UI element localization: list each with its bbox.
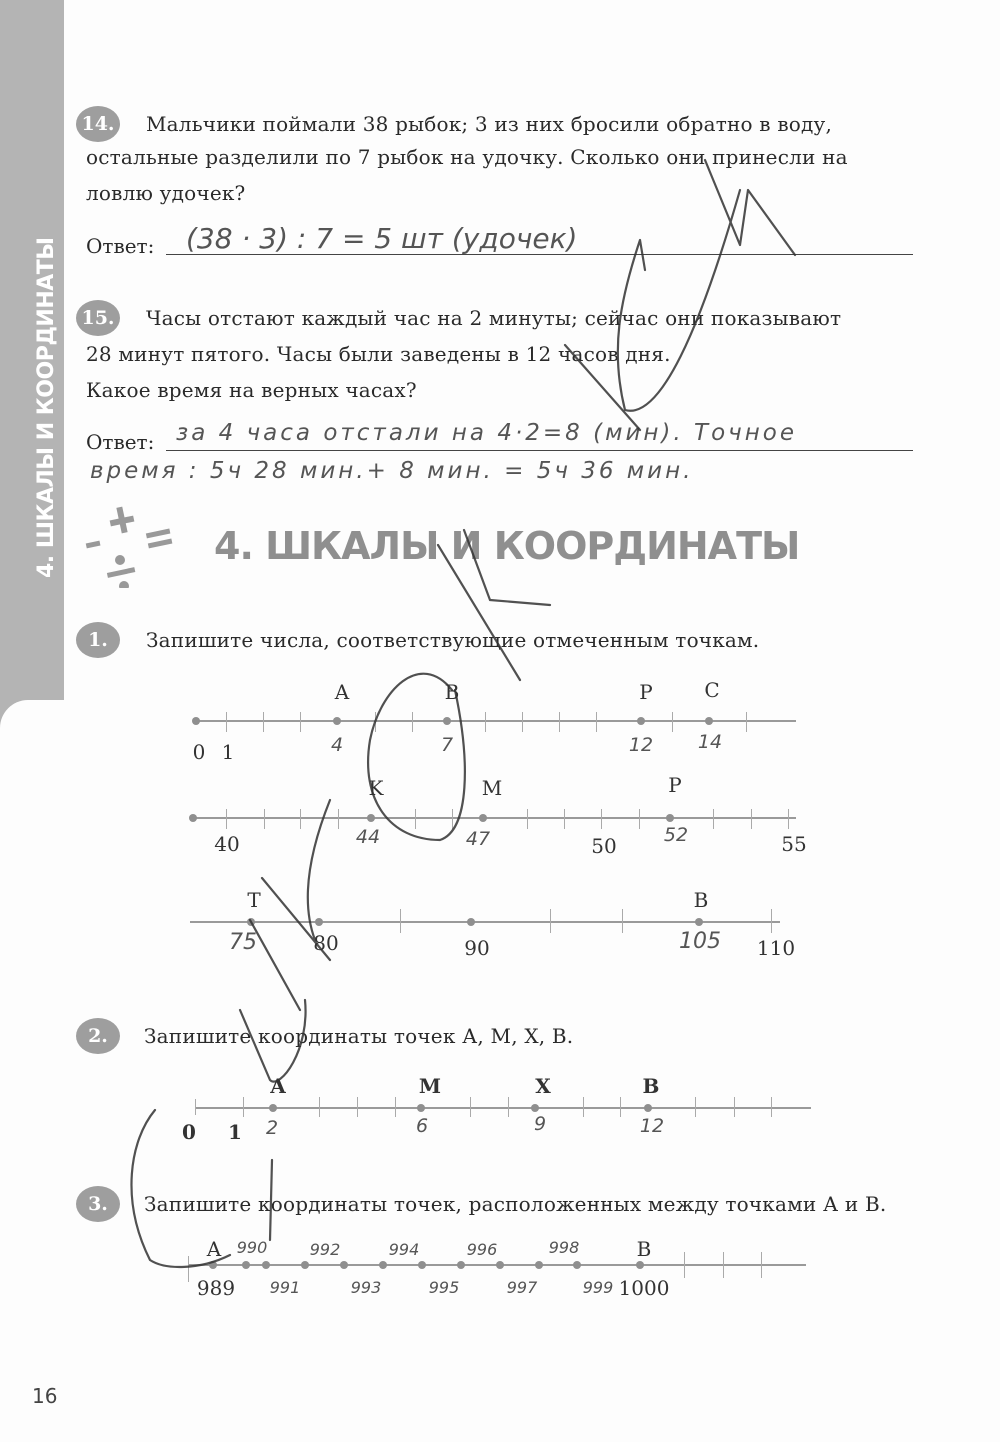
point-t-label: T [247, 888, 261, 912]
point-b3-dot [695, 918, 703, 926]
tick [527, 809, 528, 829]
answer-995[interactable]: 995 [428, 1278, 460, 1297]
point-b2-dot [644, 1104, 652, 1112]
tick [550, 909, 551, 933]
tick [723, 1252, 724, 1278]
tick-label-90: 90 [464, 936, 490, 960]
answer-b2[interactable]: 12 [639, 1115, 665, 1137]
tick [672, 712, 673, 732]
tick-label-989: 989 [196, 1276, 236, 1300]
tick-label-50: 50 [591, 834, 617, 858]
point-p2-dot [666, 814, 674, 822]
point-b3-task3-dot [636, 1261, 644, 1269]
point-k-label: K [368, 776, 384, 800]
math-operations-icon [80, 498, 180, 588]
tick [751, 809, 752, 829]
tick [761, 1252, 762, 1278]
task-2-text: Запишите координаты точек А, М, Х, В. [144, 1024, 574, 1048]
tick [485, 712, 486, 732]
tick [195, 1099, 196, 1115]
task-3-text: Запишите координаты точек, расположенных между точками А и В. [144, 1192, 887, 1216]
point-a2-label: A [270, 1074, 286, 1098]
tick [357, 1097, 358, 1117]
tick [226, 809, 227, 829]
answer-993[interactable]: 993 [350, 1278, 382, 1297]
dot-992 [301, 1261, 309, 1269]
answer-x2[interactable]: 9 [533, 1113, 547, 1135]
tick [412, 712, 413, 732]
tick [559, 712, 560, 732]
point-b3-task3-label: B [636, 1237, 652, 1261]
dot-999 [573, 1261, 581, 1269]
answer-990[interactable]: 990 [236, 1238, 268, 1257]
point-a-label: A [334, 680, 350, 704]
answer-a[interactable]: 4 [330, 734, 344, 756]
tick-90-dot [467, 918, 475, 926]
tick [601, 809, 602, 829]
point-t-dot [247, 918, 255, 926]
tick [300, 712, 301, 732]
dot-997 [496, 1261, 504, 1269]
page-number: 16 [32, 1384, 58, 1408]
answer-999[interactable]: 999 [582, 1278, 614, 1297]
point-b-label: B [444, 680, 460, 704]
tick-label-40: 40 [214, 832, 240, 856]
tick [596, 712, 597, 732]
answer-k[interactable]: 44 [355, 826, 381, 848]
sidebar-chapter-label: 4. ШКАЛЫ И КООРДИНАТЫ [34, 237, 59, 578]
problem-14-text-line-1: Мальчики поймали 38 рыбок; 3 из них бросили обратно в воду, [146, 112, 833, 136]
problem-15-badge: 15. [76, 300, 120, 336]
answer-p2[interactable]: 52 [663, 824, 689, 846]
tick [188, 1256, 189, 1282]
point-b3-label: B [693, 888, 709, 912]
tick [264, 809, 265, 829]
dot-994 [379, 1261, 387, 1269]
problem-15-answer-line [166, 450, 913, 451]
tick [788, 809, 789, 829]
tick-label-0: 0 [192, 740, 206, 764]
tick [395, 1097, 396, 1117]
tick [452, 809, 453, 829]
point-c-label: C [704, 678, 720, 702]
tick [400, 909, 401, 933]
point-a2-dot [269, 1104, 277, 1112]
answer-998[interactable]: 998 [548, 1238, 580, 1257]
dot-998 [535, 1261, 543, 1269]
tick [226, 712, 227, 732]
problem-15-answer-label: Ответ: [86, 430, 155, 454]
tick [622, 909, 623, 933]
tick [734, 1097, 735, 1117]
point-x2-dot [531, 1104, 539, 1112]
answer-m2[interactable]: 6 [415, 1115, 429, 1137]
tick [263, 712, 264, 732]
answer-c[interactable]: 14 [697, 731, 723, 753]
answer-997[interactable]: 997 [506, 1278, 538, 1297]
tick-80-dot [315, 918, 323, 926]
answer-b3[interactable]: 105 [679, 929, 721, 954]
dot-995 [418, 1261, 426, 1269]
answer-994[interactable]: 994 [388, 1240, 420, 1259]
point-m-label: M [481, 776, 503, 800]
problem-15-handwritten-answer-line-1[interactable]: за 4 часа отстали на 4·2=8 (мин). Точное [176, 420, 797, 446]
section-title: 4. ШКАЛЫ И КООРДИНАТЫ [214, 524, 800, 568]
answer-t[interactable]: 75 [229, 930, 257, 955]
tick [243, 1097, 244, 1117]
point-m2-label: M [418, 1074, 442, 1098]
dot-991 [262, 1261, 270, 1269]
problem-15-text-line-3: Какое время на верных часах? [86, 378, 417, 402]
origin-dot [192, 717, 200, 725]
tick [620, 1097, 621, 1117]
answer-b[interactable]: 7 [440, 734, 454, 756]
point-b2-label: B [642, 1074, 660, 1098]
point-a3-label: A [206, 1237, 222, 1261]
tick [375, 712, 376, 732]
problem-15-handwritten-answer-line-2[interactable]: время : 5ч 28 мин.+ 8 мин. = 5ч 36 мин. [90, 458, 694, 484]
point-p-dot [637, 717, 645, 725]
task-1-badge: 1. [76, 622, 120, 658]
line-2-start-dot [189, 814, 197, 822]
problem-15-text-line-2: 28 минут пятого. Часы были заведены в 12 часов дня. [86, 342, 671, 366]
answer-992[interactable]: 992 [309, 1240, 341, 1259]
tick [508, 1097, 509, 1117]
point-p-label: P [639, 680, 653, 704]
tick [522, 712, 523, 732]
problem-14-badge: 14. [76, 106, 120, 142]
point-p2-label: P [668, 773, 682, 797]
problem-15-text-line-1: Часы отстают каждый час на 2 минуты; сейчас они показывают [146, 306, 842, 330]
tick-label-0-task2: 0 [182, 1120, 196, 1144]
point-a3-dot [209, 1261, 217, 1269]
tick [639, 809, 640, 829]
problem-14-text-line-2: остальные разделили по 7 рыбок на удочку. Сколько они принесли на [86, 145, 848, 169]
problem-14-handwritten-answer[interactable]: (38 · 3) : 7 = 5 шт (удочек) [186, 222, 578, 255]
point-b-dot [443, 717, 451, 725]
answer-996[interactable]: 996 [466, 1240, 498, 1259]
point-m-dot [479, 814, 487, 822]
tick [300, 809, 301, 829]
task-1-text: Запишите числа, соответствующие отмеченным точкам. [146, 628, 760, 652]
point-c-dot [705, 717, 713, 725]
number-line-3 [190, 921, 780, 923]
tick [319, 1097, 320, 1117]
answer-991[interactable]: 991 [269, 1278, 301, 1297]
point-m2-dot [417, 1104, 425, 1112]
number-line-task-2 [195, 1107, 811, 1109]
tick [713, 809, 714, 829]
tick-label-1: 1 [221, 740, 235, 764]
answer-m[interactable]: 47 [465, 828, 491, 850]
problem-14-answer-label: Ответ: [86, 234, 155, 258]
tick [338, 809, 339, 829]
tick-label-1-task2: 1 [228, 1120, 242, 1144]
tick [771, 909, 772, 933]
dot-993 [340, 1261, 348, 1269]
point-a-dot [333, 717, 341, 725]
task-2-badge: 2. [76, 1018, 120, 1054]
point-x2-label: X [535, 1074, 551, 1098]
tick [695, 1097, 696, 1117]
answer-a2[interactable]: 2 [265, 1117, 279, 1139]
point-k-dot [367, 814, 375, 822]
answer-p[interactable]: 12 [628, 734, 654, 756]
tick [583, 1097, 584, 1117]
tick-label-1000: 1000 [618, 1276, 670, 1300]
tick [415, 809, 416, 829]
tick-label-80: 80 [313, 931, 339, 955]
tick-label-55: 55 [781, 832, 807, 856]
task-3-badge: 3. [76, 1186, 120, 1222]
tick [564, 809, 565, 829]
number-line-2 [192, 817, 796, 819]
tick [684, 1252, 685, 1278]
dot-990 [242, 1261, 250, 1269]
tick [470, 1097, 471, 1117]
tick [746, 712, 747, 732]
dot-996 [457, 1261, 465, 1269]
tick [771, 1097, 772, 1117]
problem-14-text-line-3: ловлю удочек? [86, 181, 246, 205]
tick-label-110: 110 [756, 936, 796, 960]
